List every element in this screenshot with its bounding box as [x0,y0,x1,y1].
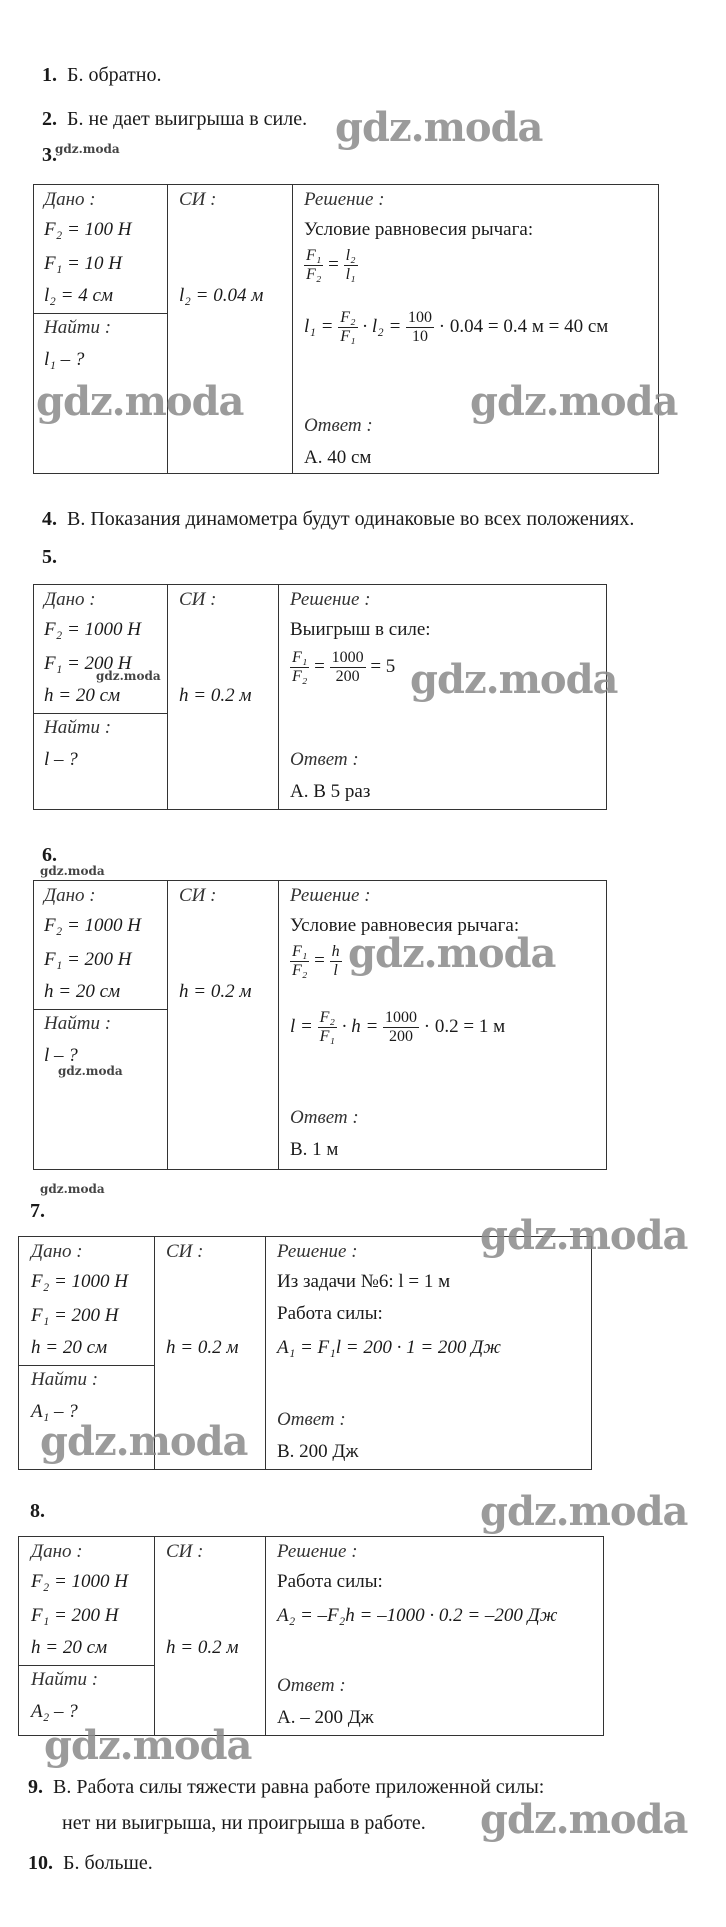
find-header: Найти : [44,1013,112,1034]
item-text: В. Показания динамометра будут одинаковые во всех положениях. [67,508,635,530]
watermark: gdz.moda [480,1212,688,1259]
watermark: gdz.moda [44,1722,252,1769]
equation-result: l₁ = $\frac{\text{F₂}}{\text{F₁}}$ · l₂ = $\frac{100}{10}$ · 0.04 = 0.4 м = 40 см [304,309,609,345]
watermark-small: gdz.moda [40,1182,105,1196]
given-value: F₁ = 200 Н [44,949,132,970]
task-number-7: 7. [30,1200,45,1222]
find-header: Найти : [44,317,112,338]
given-value: l₂ = 4 см [44,285,114,306]
given-value: F₂ = 100 Н [44,219,132,240]
task-number-6: 6. [42,844,57,866]
solution-header: Решение : [290,589,371,610]
find-value: A₁ – ? [31,1401,78,1422]
watermark: gdz.moda [348,930,556,977]
answer-item-2 [42,108,307,131]
given-header: Дано : [31,1541,83,1562]
solution-line: Работа силы: [277,1571,383,1592]
si-header: СИ : [179,189,217,210]
item-number: 2. [42,108,57,130]
task-number-3: 3. [42,144,57,166]
watermark: gdz.moda [480,1488,688,1535]
watermark-small: gdz.moda [58,1064,123,1078]
item-number: 9. [28,1776,43,1798]
find-header: Найти : [31,1669,99,1690]
answer-header: Ответ : [277,1675,346,1696]
task-3-table [33,184,659,474]
answer-header: Ответ : [290,749,359,770]
given-value: F₁ = 200 Н [44,653,132,674]
task-number-8: 8. [30,1500,45,1522]
watermark: gdz.moda [40,1418,248,1465]
given-value: F₁ = 200 Н [31,1605,119,1626]
find-value: A₂ – ? [31,1701,78,1722]
solution-line: Выигрыш в силе: [290,619,431,640]
answer-value: А. В 5 раз [290,781,371,802]
task-number-5: 5. [42,546,57,568]
solution-header: Решение : [277,1541,358,1562]
task-6-table [33,880,607,1170]
find-value: l – ? [44,749,78,770]
si-header: СИ : [179,589,217,610]
si-header: СИ : [179,885,217,906]
solution-line: Условие равновесия рычага: [304,219,534,240]
watermark: gdz.moda [410,656,618,703]
given-header: Дано : [44,885,96,906]
answer-header: Ответ : [290,1107,359,1128]
item-text: Б. не дает выигрыша в силе. [67,108,308,130]
given-value: h = 20 см [44,685,121,706]
given-value: h = 20 см [31,1337,108,1358]
answer-value: В. 200 Дж [277,1441,359,1462]
task-8-table [18,1536,604,1736]
si-header: СИ : [166,1241,204,1262]
si-value: l₂ = 0.04 м [179,285,264,306]
watermark-small: gdz.moda [40,864,105,878]
given-value: F₂ = 1000 Н [31,1271,129,1292]
solution-header: Решение : [290,885,371,906]
given-value: h = 20 см [44,981,121,1002]
watermark: gdz.moda [480,1796,688,1843]
find-header: Найти : [31,1369,99,1390]
equation-gain: $\frac{\text{F₁}}{\text{F₂}}$ = $\frac{1000}{200}$ = 5 [292,649,396,685]
answer-item-1 [42,64,161,87]
equation-work: A₁ = F₁l = 200 · 1 = 200 Дж [277,1337,501,1358]
find-value: l – ? [44,1045,78,1066]
item-text: Б. обратно. [67,64,162,86]
given-value: F₁ = 10 Н [44,253,123,274]
answer-item-4 [42,508,634,531]
solution-header: Решение : [277,1241,358,1262]
equation-equilibrium: $\frac{\text{F₁}}{\text{F₂}}$ = $\frac{h}{l}$ [292,943,340,979]
given-value: F₂ = 1000 Н [31,1571,129,1592]
item-text: Б. больше. [63,1852,153,1874]
equation-result: l = $\frac{\text{F₂}}{\text{F₁}}$ · h = $\frac{1000}{200}$ · 0.2 = 1 м [290,1009,506,1045]
answer-item-9-continued: нет ни выигрыша, ни проигрыша в работе. [62,1812,426,1834]
solution-header: Решение : [304,189,385,210]
given-value: h = 20 см [31,1637,108,1658]
given-header: Дано : [44,589,96,610]
equation-work: A₂ = –F₂h = –1000 · 0.2 = –200 Дж [277,1605,558,1626]
answer-item-9 [28,1776,544,1799]
answer-item-10 [28,1852,153,1875]
given-header: Дано : [31,1241,83,1262]
solution-line: Из задачи №6: l = 1 м [277,1271,451,1292]
item-number: 4. [42,508,57,530]
given-value: F₁ = 200 Н [31,1305,119,1326]
answer-value: А. 40 см [304,447,372,468]
item-number: 10. [28,1852,53,1874]
find-header: Найти : [44,717,112,738]
item-number: 1. [42,64,57,86]
equation-equilibrium: $\frac{\text{F₁}}{\text{F₂}}$ = $\frac{\text{l₂}}{\text{l₁}}$ [306,247,356,283]
solution-line: Условие равновесия рычага: [290,915,520,936]
si-header: СИ : [166,1541,204,1562]
si-value: h = 0.2 м [179,981,252,1002]
watermark: gdz.moda [335,104,543,151]
answer-header: Ответ : [277,1409,346,1430]
watermark-small: gdz.moda [96,669,161,683]
watermark: gdz.moda [470,378,678,425]
given-value: F₂ = 1000 Н [44,619,142,640]
si-value: h = 0.2 м [166,1337,239,1358]
answer-header: Ответ : [304,415,373,436]
solution-line: Работа силы: [277,1303,383,1324]
watermark: gdz.moda [36,378,244,425]
given-value: F₂ = 1000 Н [44,915,142,936]
si-value: h = 0.2 м [166,1637,239,1658]
given-header: Дано : [44,189,96,210]
find-value: l₁ – ? [44,349,85,370]
item-text: В. Работа силы тяжести равна работе приложенной силы: [53,1776,545,1798]
answer-value: А. – 200 Дж [277,1707,374,1728]
answer-value: В. 1 м [290,1139,339,1160]
watermark-small: gdz.moda [55,142,120,156]
si-value: h = 0.2 м [179,685,252,706]
